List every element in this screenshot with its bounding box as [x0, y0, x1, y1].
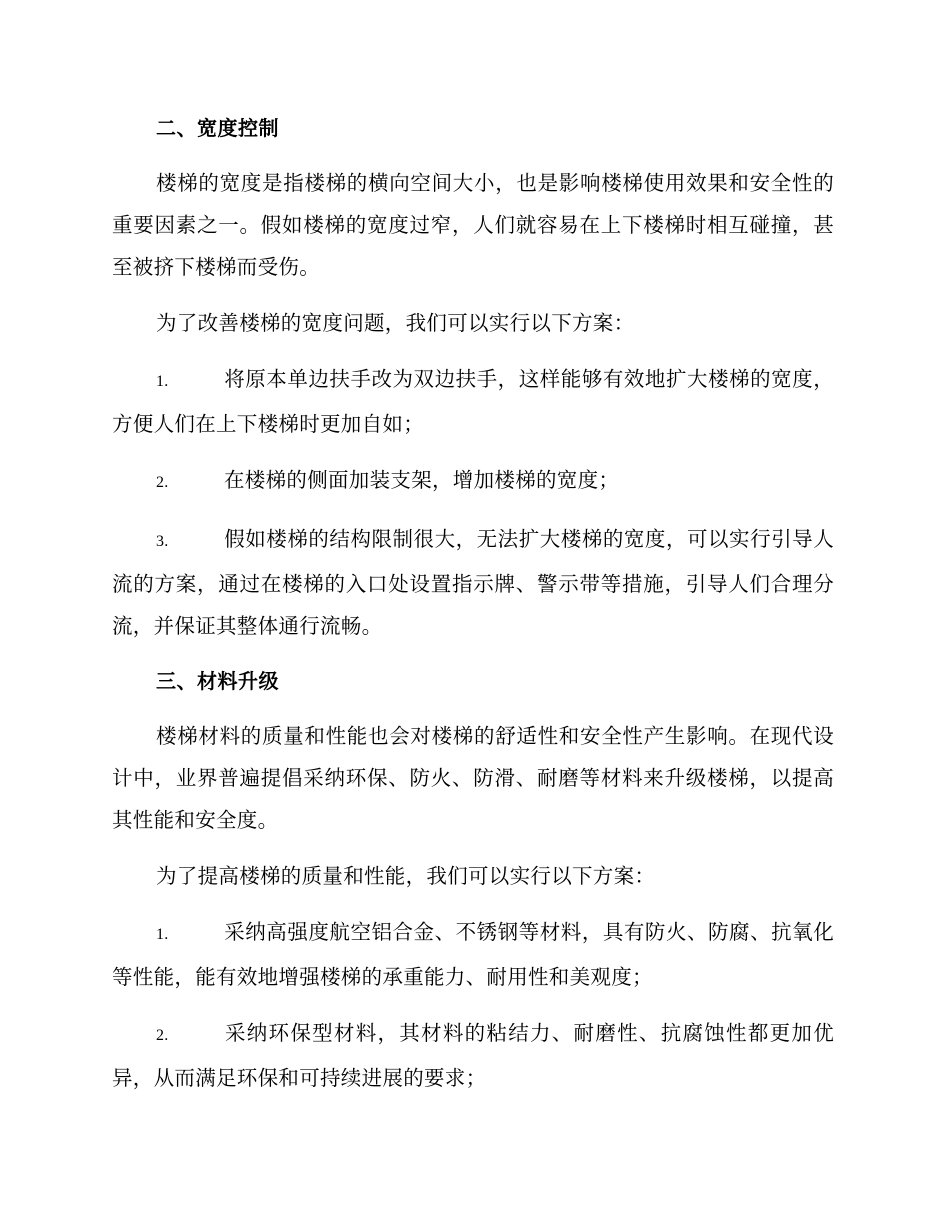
list-item: [112, 1012, 834, 1099]
list-item: [112, 518, 834, 647]
section-intro-material: 楼梯材料的质量和性能也会对楼梯的舒适性和安全性产生影响。在现代设计中，业界普遍提倡采纳环保、防火、防滑、耐磨等材料来升级楼梯，以提高其性能和安全度。: [112, 724, 834, 832]
section-heading-material: 三、材料升级: [156, 669, 279, 693]
document-body: [112, 108, 834, 1113]
list-item-number: 1.: [156, 926, 169, 943]
list-item: [112, 911, 834, 998]
section-lead-width: 为了改善楼梯的宽度问题，我们可以实行以下方案：: [156, 311, 635, 335]
list-item-text: 在楼梯的侧面加装支架，增加楼梯的宽度；: [224, 468, 620, 492]
list-item-number: 2.: [156, 1027, 169, 1044]
list-item-text: 假如楼梯的结构限制很大，无法扩大楼梯的宽度，可以实行引导人流的方案，通过在楼梯的入口处设置指示牌、警示带等措施，引导人们合理分流，并保证其整体通行流畅。: [112, 527, 834, 638]
list-item: [112, 358, 834, 445]
list-item-number: 2.: [156, 474, 169, 491]
section-heading-width: 二、宽度控制: [156, 116, 279, 140]
list-item-text: 将原本单边扶手改为双边扶手，这样能够有效地扩大楼梯的宽度，方便人们在上下楼梯时更加自如；: [112, 367, 834, 436]
list-item-number: 3.: [156, 533, 169, 550]
list-item-text: 采纳环保型材料，其材料的粘结力、耐磨性、抗腐蚀性都更加优异，从而满足环保和可持续进展的要求；: [112, 1021, 834, 1090]
section-lead-material: 为了提高楼梯的质量和性能，我们可以实行以下方案：: [156, 864, 656, 888]
list-item-number: 1.: [156, 373, 169, 390]
section-intro-width: 楼梯的宽度是指楼梯的横向空间大小，也是影响楼梯使用效果和安全性的重要因素之一。假如楼梯的宽度过窄，人们就容易在上下楼梯时相互碰撞，甚至被挤下楼梯而受伤。: [112, 171, 834, 279]
list-item: [112, 459, 834, 504]
list-item-text: 采纳高强度航空铝合金、不锈钢等材料，具有防火、防腐、抗氧化等性能，能有效地增强楼梯的承重能力、耐用性和美观度；: [112, 920, 834, 989]
